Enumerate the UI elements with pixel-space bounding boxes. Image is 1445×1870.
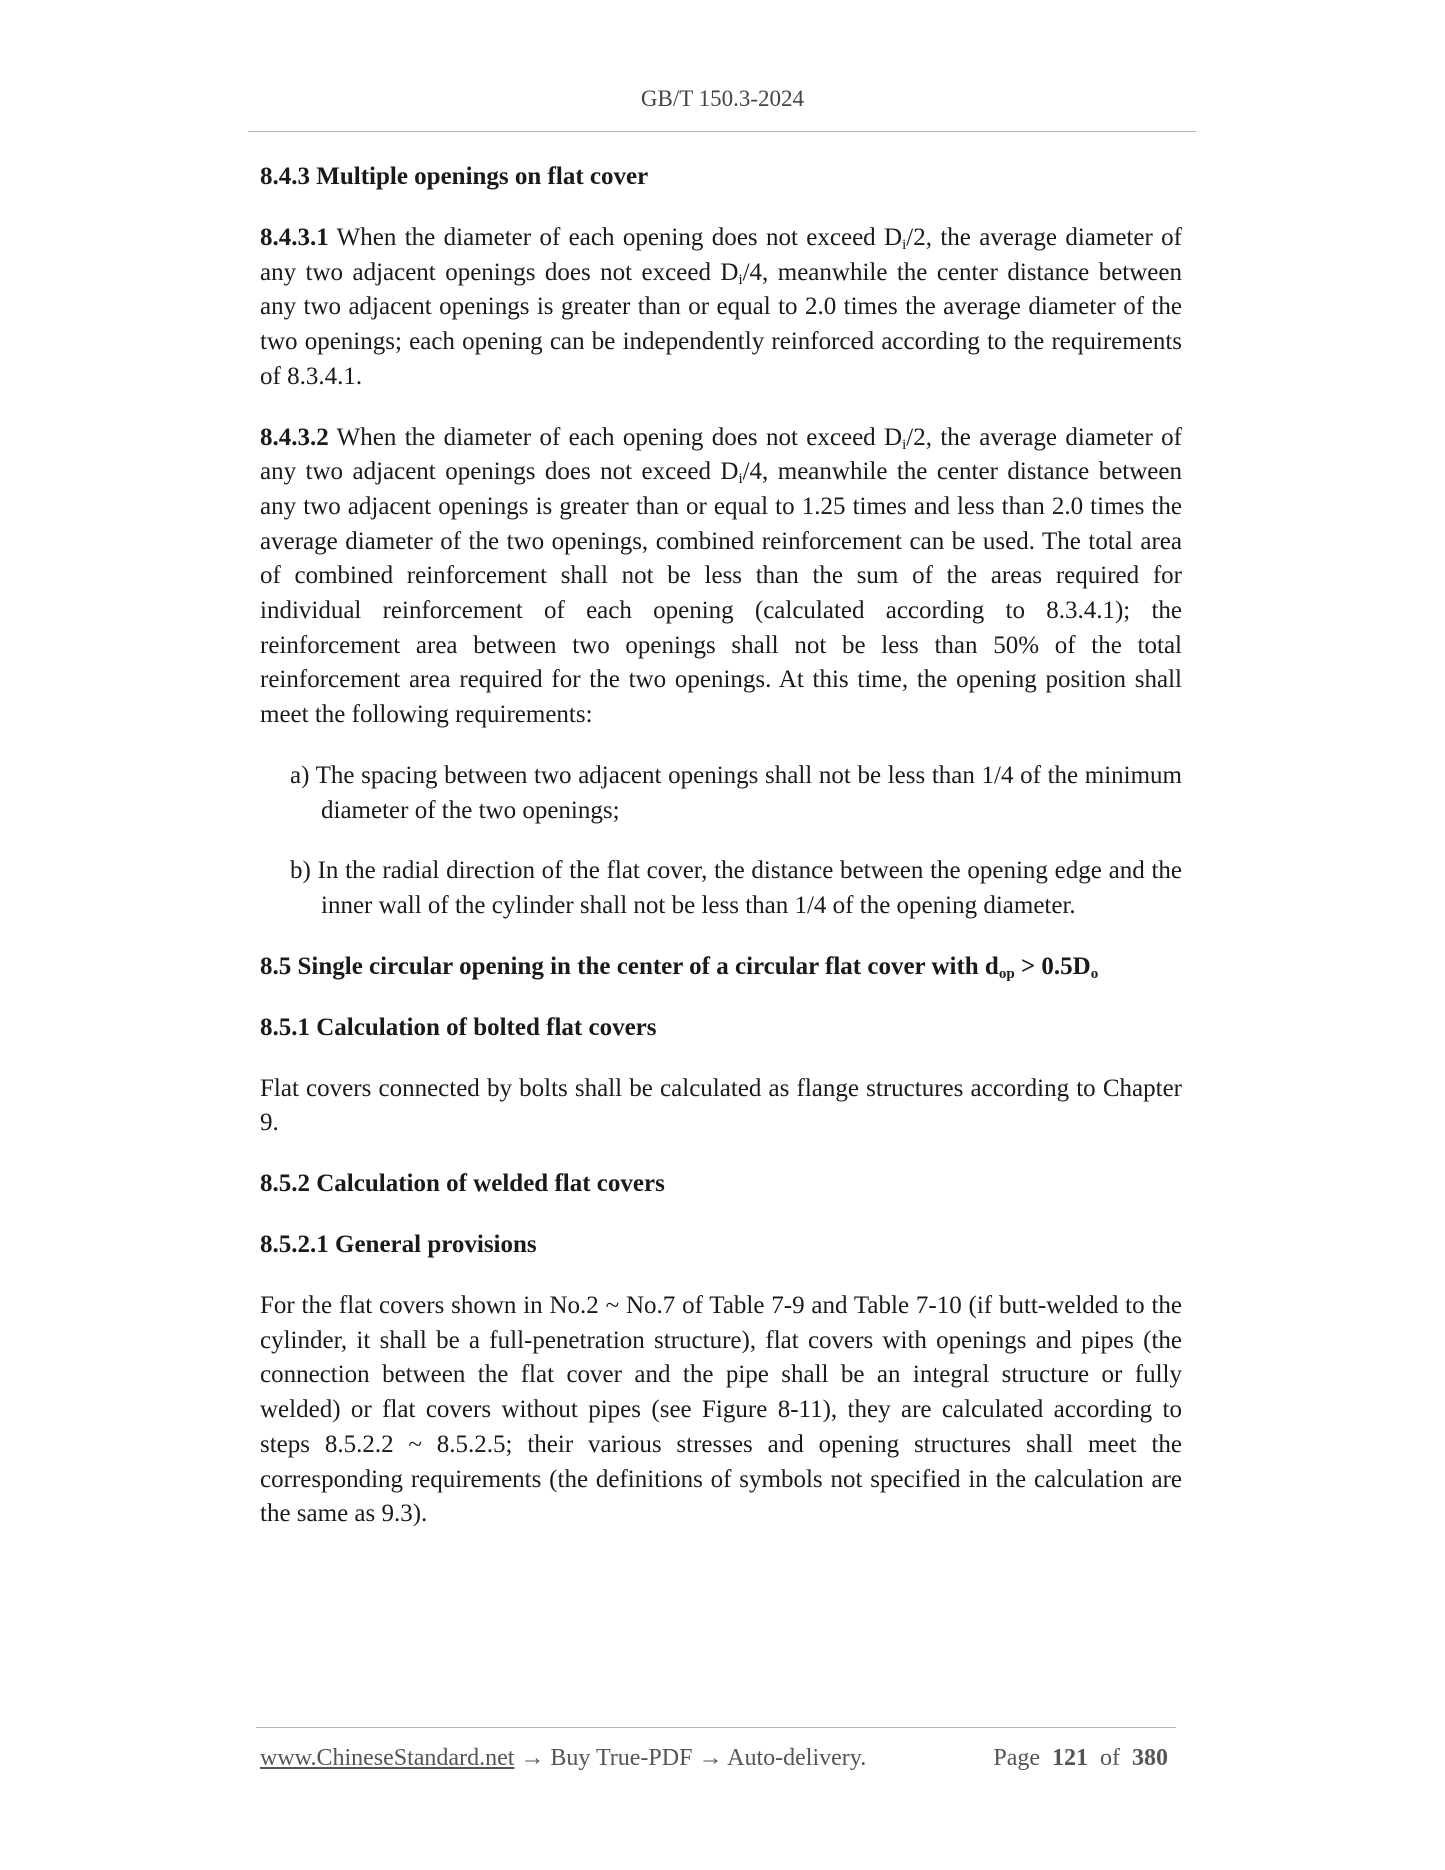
section-title-8-5-2-1: 8.5.2.1 General provisions [260, 1231, 537, 1259]
footer-links [260, 1745, 866, 1772]
paragraph-8-5-2-1: For the flat covers shown in No.2 ~ No.7 of Table 7-9 and Table 7-10 (if butt-welded to the cylinder, it shall be a full-penetration structure), flat covers with openings and pipes (the connection between the flat cover and the pipe shall be an integral structure or fully welded) or flat covers without pipes (see Figure 8-11), they are calculated according to steps 8.5.2.2 ~ 8.5.2.5; their various stresses and opening structures shall meet the corresponding requirements (the definitions of symbols not specified in the calculation are the same as 9.3). [260, 1292, 1182, 1528]
clause-text: /4, meanwhile the center distance between any two adjacent openings is greater than or equal to 1.25 times and less than 2.0 times the average diameter of the two openings, combined reinforcement can be used. The total area of combined reinforcement shall not be less than the sum of the areas required for individual reinforcement of each opening (calculated according to 8.3.4.1); the reinforcement area between two openings shall not be less than 50% of the total reinforcement area required for the two openings. At this time, the opening position shall meet the following requirements: [260, 458, 1182, 729]
title-text: > 0.5D [1014, 952, 1091, 980]
list-item-b: b) In the radial direction of the flat cover, the distance between the opening edge and the inner wall of the cylinder shall not be less than 1/4 of the opening diameter. [290, 857, 1182, 919]
list-item-a: a) The spacing between two adjacent openings shall not be less than 1/4 of the minimum diameter of the two openings; [290, 761, 1182, 824]
subscript-op: op [998, 965, 1015, 982]
subscript-i: i [902, 436, 907, 453]
section-title-8-4-3: 8.4.3 Multiple openings on flat cover [260, 163, 649, 190]
section-title-8-5 [260, 950, 1182, 984]
clause-8-4-3-2 [260, 421, 1182, 733]
page-header: GB/T 150.3-2024 [640, 86, 805, 111]
subscript-i: i [902, 236, 907, 253]
delivery-text: Auto-delivery. [727, 1745, 867, 1771]
arrow-right-icon: → [520, 1745, 545, 1771]
clause-text: /2, the average diameter of any two adjacent openings does not exceed D [260, 423, 1182, 486]
subscript-i: i [738, 271, 743, 288]
page-number: 121 [1052, 1745, 1088, 1771]
footer-divider [256, 1727, 1176, 1728]
clause-text: /2, the average diameter of any two adjacent openings does not exceed D [260, 224, 1182, 286]
website-link[interactable]: www.ChineseStandard.net [260, 1745, 515, 1771]
subscript-o: o [1090, 965, 1099, 982]
paragraph-8-5-1: Flat covers connected by bolts shall be calculated as flange structures according to Chapter 9. [260, 1074, 1182, 1137]
clause-number: 8.4.3.2 [260, 423, 329, 451]
buy-text: Buy True-PDF [550, 1745, 693, 1771]
clause-text: /4, meanwhile the center distance between any two adjacent openings is greater than or equal to 2.0 times the average diameter of the two openings; each opening can be independently reinforced according to the requirements of 8.3.4.1. [260, 258, 1182, 390]
clause-number: 8.4.3.1 [260, 224, 329, 251]
page-label: Page [993, 1745, 1040, 1771]
document-body [260, 160, 1182, 1558]
subscript-i: i [738, 470, 743, 487]
section-title-8-5-2: 8.5.2 Calculation of welded flat covers [260, 1170, 665, 1198]
clause-text: When the diameter of each opening does not exceed D [328, 224, 903, 251]
of-label: of [1100, 1745, 1120, 1771]
clause-8-4-3-1 [260, 221, 1182, 395]
title-text: 8.5 Single circular opening in the center of a circular flat cover with d [260, 952, 999, 980]
page-indicator [993, 1745, 1168, 1772]
total-pages: 380 [1132, 1745, 1168, 1771]
clause-text: When the diameter of each opening does not exceed D [328, 423, 903, 451]
arrow-right-icon: → [698, 1745, 723, 1771]
header-divider [248, 131, 1196, 132]
section-title-8-5-1: 8.5.1 Calculation of bolted flat covers [260, 1013, 657, 1041]
